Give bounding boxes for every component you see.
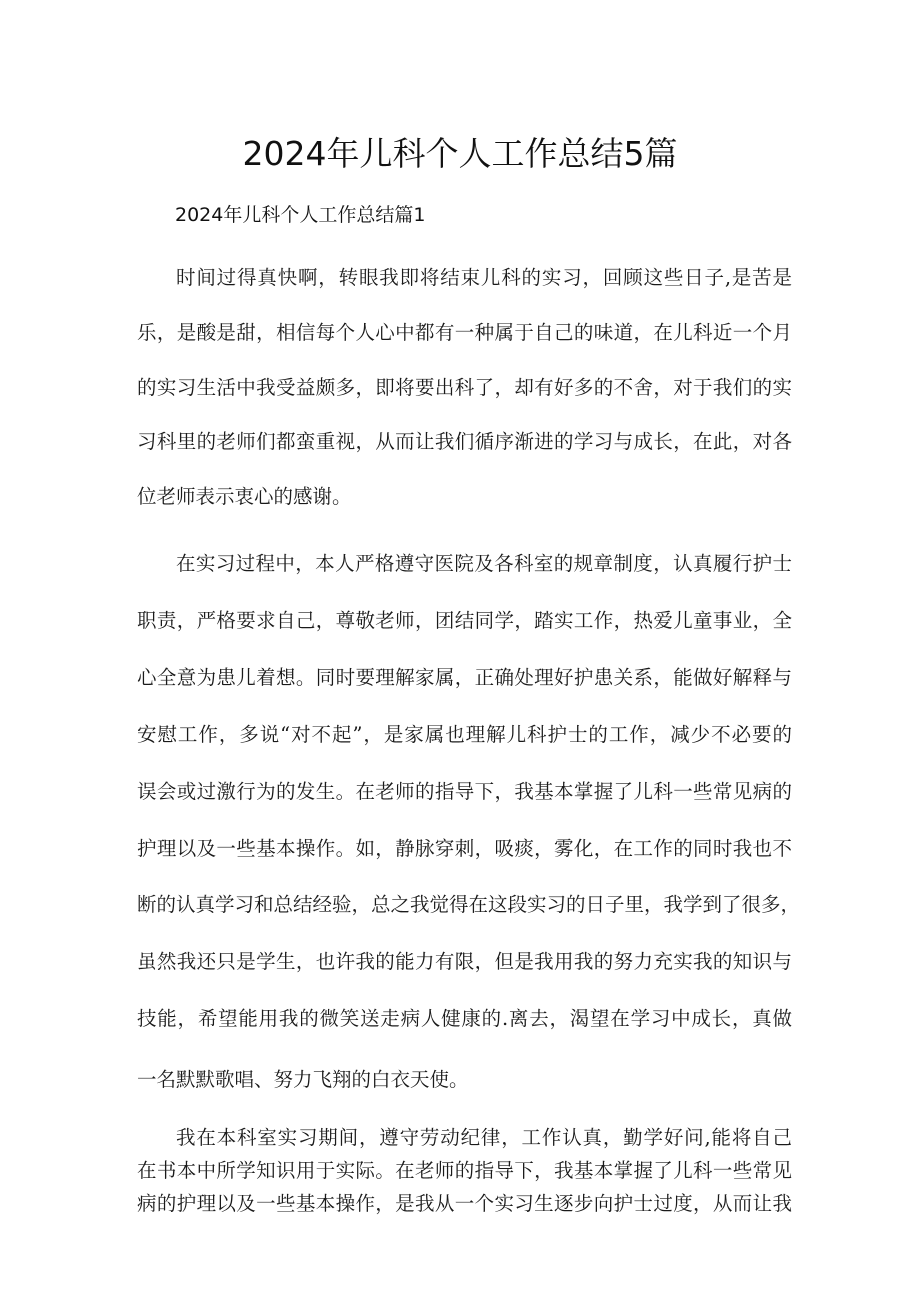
document-title: 2024年儿科个人工作总结5篇	[242, 134, 678, 173]
paragraph-line: 误会或过激行为的发生。在老师的指导下，我基本掌握了儿科一些常见病的	[137, 780, 792, 803]
paragraph-line: 安慰工作，多说“对不起”，是家属也理解儿科护士的工作，减少不必要的	[137, 723, 792, 746]
paragraph-line: 位老师表示衷心的感谢。	[137, 485, 352, 508]
paragraph-line: 乐，是酸是甜，相信每个人心中都有一种属于自己的味道，在儿科近一个月	[137, 321, 792, 344]
paragraph-line: 的实习生活中我受益颇多，即将要出科了，却有好多的不舍，对于我们的实	[137, 376, 792, 399]
paragraph-line: 职责，严格要求自己，尊敬老师，团结同学，踏实工作，热爱儿童事业，全	[137, 609, 792, 632]
paragraph-line: 习科里的老师们都蛮重视，从而让我们循序渐进的学习与成长，在此，对各	[137, 430, 792, 453]
paragraph-line: 技能，希望能用我的微笑送走病人健康的.离去，渴望在学习中成长，真做	[137, 1007, 792, 1030]
paragraph-line: 护理以及一些基本操作。如，静脉穿刺，吸痰，雾化，在工作的同时我也不	[137, 837, 792, 860]
paragraph-line: 心全意为患儿着想。同时要理解家属，正确处理好护患关系，能做好解释与	[137, 666, 792, 689]
paragraph-line: 我在本科室实习期间，遵守劳动纪律，工作认真，勤学好问,能将自己	[176, 1126, 792, 1149]
paragraph-line: 病的护理以及一些基本操作，是我从一个实习生逐步向护士过度，从而让我	[137, 1192, 792, 1215]
paragraph-line: 在书本中所学知识用于实际。在老师的指导下，我基本掌握了儿科一些常见	[137, 1159, 792, 1182]
section-heading: 2024年儿科个人工作总结篇1	[175, 204, 426, 226]
paragraph-line: 断的认真学习和总结经验，总之我觉得在这段实习的日子里，我学到了很多，	[137, 893, 801, 916]
paragraph-line: 虽然我还只是学生，也许我的能力有限，但是我用我的努力充实我的知识与	[137, 950, 792, 973]
paragraph-line: 一名默默歌唱、努力飞翔的白衣天使。	[137, 1068, 469, 1091]
paragraph-line: 时间过得真快啊，转眼我即将结束儿科的实习，回顾这些日子,是苦是	[176, 266, 792, 289]
paragraph-line: 在实习过程中，本人严格遵守医院及各科室的规章制度，认真履行护士	[176, 552, 792, 575]
